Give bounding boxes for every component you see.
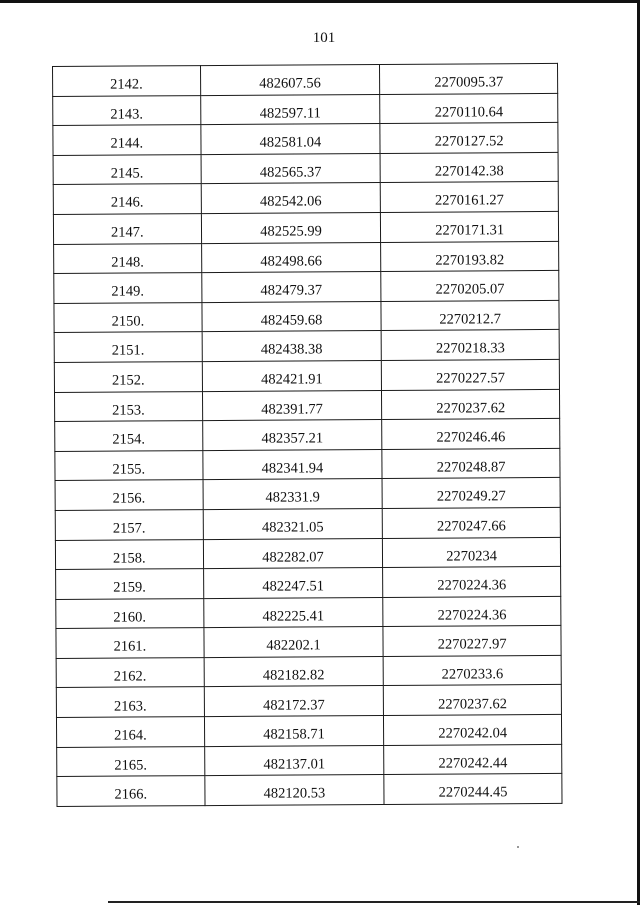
point-number-cell: 2161. <box>56 628 204 658</box>
y-coordinate-cell: 2270224.36 <box>383 596 561 627</box>
point-number-cell: 2160. <box>56 598 204 628</box>
x-coordinate-cell: 482525.99 <box>201 212 381 243</box>
x-coordinate-cell: 482438.38 <box>202 331 382 362</box>
table-row <box>53 63 558 96</box>
table-row <box>54 330 559 363</box>
y-coordinate-cell: 2270227.97 <box>383 626 561 657</box>
table-row <box>57 774 562 807</box>
point-number-cell: 2150. <box>54 302 202 332</box>
x-coordinate-cell: 482597.11 <box>200 94 380 125</box>
point-number-cell: 2157. <box>55 509 203 539</box>
y-coordinate-cell: 2270142.38 <box>380 152 558 183</box>
y-coordinate-cell: 2270212.7 <box>381 300 559 331</box>
x-coordinate-cell: 482341.94 <box>203 449 383 480</box>
y-coordinate-cell: 2270246.46 <box>382 419 560 450</box>
table-row <box>56 596 561 629</box>
point-number-cell: 2162. <box>56 657 204 687</box>
x-coordinate-cell: 482479.37 <box>201 272 381 303</box>
y-coordinate-cell: 2270237.62 <box>384 685 562 716</box>
x-coordinate-cell: 482247.51 <box>203 568 383 599</box>
point-number-cell: 2163. <box>56 687 204 717</box>
point-number-cell: 2145. <box>53 154 201 184</box>
table-row <box>53 182 558 215</box>
table-row <box>57 744 562 777</box>
table-row <box>53 123 558 156</box>
x-coordinate-cell: 482158.71 <box>204 716 384 747</box>
scan-edge-top <box>0 0 640 3</box>
table-row <box>55 448 560 481</box>
y-coordinate-cell: 2270224.36 <box>383 566 561 597</box>
coordinate-table <box>52 63 563 807</box>
point-number-cell: 2146. <box>53 184 201 214</box>
y-coordinate-cell: 2270234 <box>383 537 561 568</box>
table-row <box>53 152 558 185</box>
table-row <box>56 685 561 718</box>
x-coordinate-cell: 482421.91 <box>202 360 382 391</box>
point-number-cell: 2153. <box>54 391 202 421</box>
table-row <box>56 655 561 688</box>
point-number-cell: 2149. <box>54 273 202 303</box>
table-row <box>53 93 558 126</box>
y-coordinate-cell: 2270249.27 <box>382 478 560 509</box>
x-coordinate-cell: 482607.56 <box>200 64 380 95</box>
point-number-cell: 2148. <box>54 243 202 273</box>
x-coordinate-cell: 482459.68 <box>202 301 382 332</box>
y-coordinate-cell: 2270218.33 <box>381 330 559 361</box>
x-coordinate-cell: 482581.04 <box>201 124 381 155</box>
table-row <box>55 507 560 540</box>
table-row <box>54 271 559 304</box>
x-coordinate-cell: 482542.06 <box>201 183 381 214</box>
x-coordinate-cell: 482565.37 <box>201 153 381 184</box>
table-row <box>56 566 561 599</box>
y-coordinate-cell: 2270227.57 <box>382 359 560 390</box>
x-coordinate-cell: 482120.53 <box>204 775 384 806</box>
point-number-cell: 2166. <box>57 776 205 806</box>
point-number-cell: 2156. <box>55 480 203 510</box>
y-coordinate-cell: 2270171.31 <box>381 211 559 242</box>
y-coordinate-cell: 2270233.6 <box>383 655 561 686</box>
point-number-cell: 2158. <box>55 539 203 569</box>
y-coordinate-cell: 2270248.87 <box>382 448 560 479</box>
x-coordinate-cell: 482137.01 <box>204 745 384 776</box>
coordinate-table-body <box>53 63 563 806</box>
x-coordinate-cell: 482391.77 <box>202 390 382 421</box>
table-row <box>56 714 561 747</box>
y-coordinate-cell: 2270242.44 <box>384 744 562 775</box>
point-number-cell: 2155. <box>55 450 203 480</box>
point-number-cell: 2164. <box>56 717 204 747</box>
x-coordinate-cell: 482202.1 <box>204 627 384 658</box>
y-coordinate-cell: 2270244.45 <box>384 774 562 805</box>
x-coordinate-cell: 482321.05 <box>203 508 383 539</box>
point-number-cell: 2144. <box>53 125 201 155</box>
x-coordinate-cell: 482182.82 <box>204 656 384 687</box>
table-row <box>54 300 559 333</box>
y-coordinate-cell: 2270161.27 <box>381 182 559 213</box>
point-number-cell: 2152. <box>54 362 202 392</box>
y-coordinate-cell: 2270242.04 <box>384 714 562 745</box>
point-number-cell: 2143. <box>53 95 201 125</box>
table-row <box>53 211 558 244</box>
table-row <box>54 359 559 392</box>
table-row <box>56 626 561 659</box>
scan-edge-bottom <box>108 901 640 903</box>
table-row <box>54 241 559 274</box>
y-coordinate-cell: 2270095.37 <box>380 63 558 94</box>
point-number-cell: 2154. <box>55 421 203 451</box>
point-number-cell: 2142. <box>53 66 201 96</box>
x-coordinate-cell: 482225.41 <box>203 597 383 628</box>
table-row <box>55 537 560 570</box>
y-coordinate-cell: 2270205.07 <box>381 271 559 302</box>
point-number-cell: 2151. <box>54 332 202 362</box>
table-row <box>55 419 560 452</box>
y-coordinate-cell: 2270127.52 <box>380 123 558 154</box>
x-coordinate-cell: 482172.37 <box>204 686 384 717</box>
scan-speck <box>517 846 519 848</box>
page-number: 101 <box>312 30 336 46</box>
y-coordinate-cell: 2270110.64 <box>380 93 558 124</box>
y-coordinate-cell: 2270247.66 <box>383 507 561 538</box>
table-row <box>54 389 559 422</box>
y-coordinate-cell: 2270193.82 <box>381 241 559 272</box>
x-coordinate-cell: 482331.9 <box>203 479 383 510</box>
point-number-cell: 2159. <box>56 569 204 599</box>
x-coordinate-cell: 482357.21 <box>202 420 382 451</box>
table-row <box>55 478 560 511</box>
point-number-cell: 2165. <box>57 746 205 776</box>
x-coordinate-cell: 482282.07 <box>203 538 383 569</box>
y-coordinate-cell: 2270237.62 <box>382 389 560 420</box>
point-number-cell: 2147. <box>53 214 201 244</box>
x-coordinate-cell: 482498.66 <box>201 242 381 273</box>
